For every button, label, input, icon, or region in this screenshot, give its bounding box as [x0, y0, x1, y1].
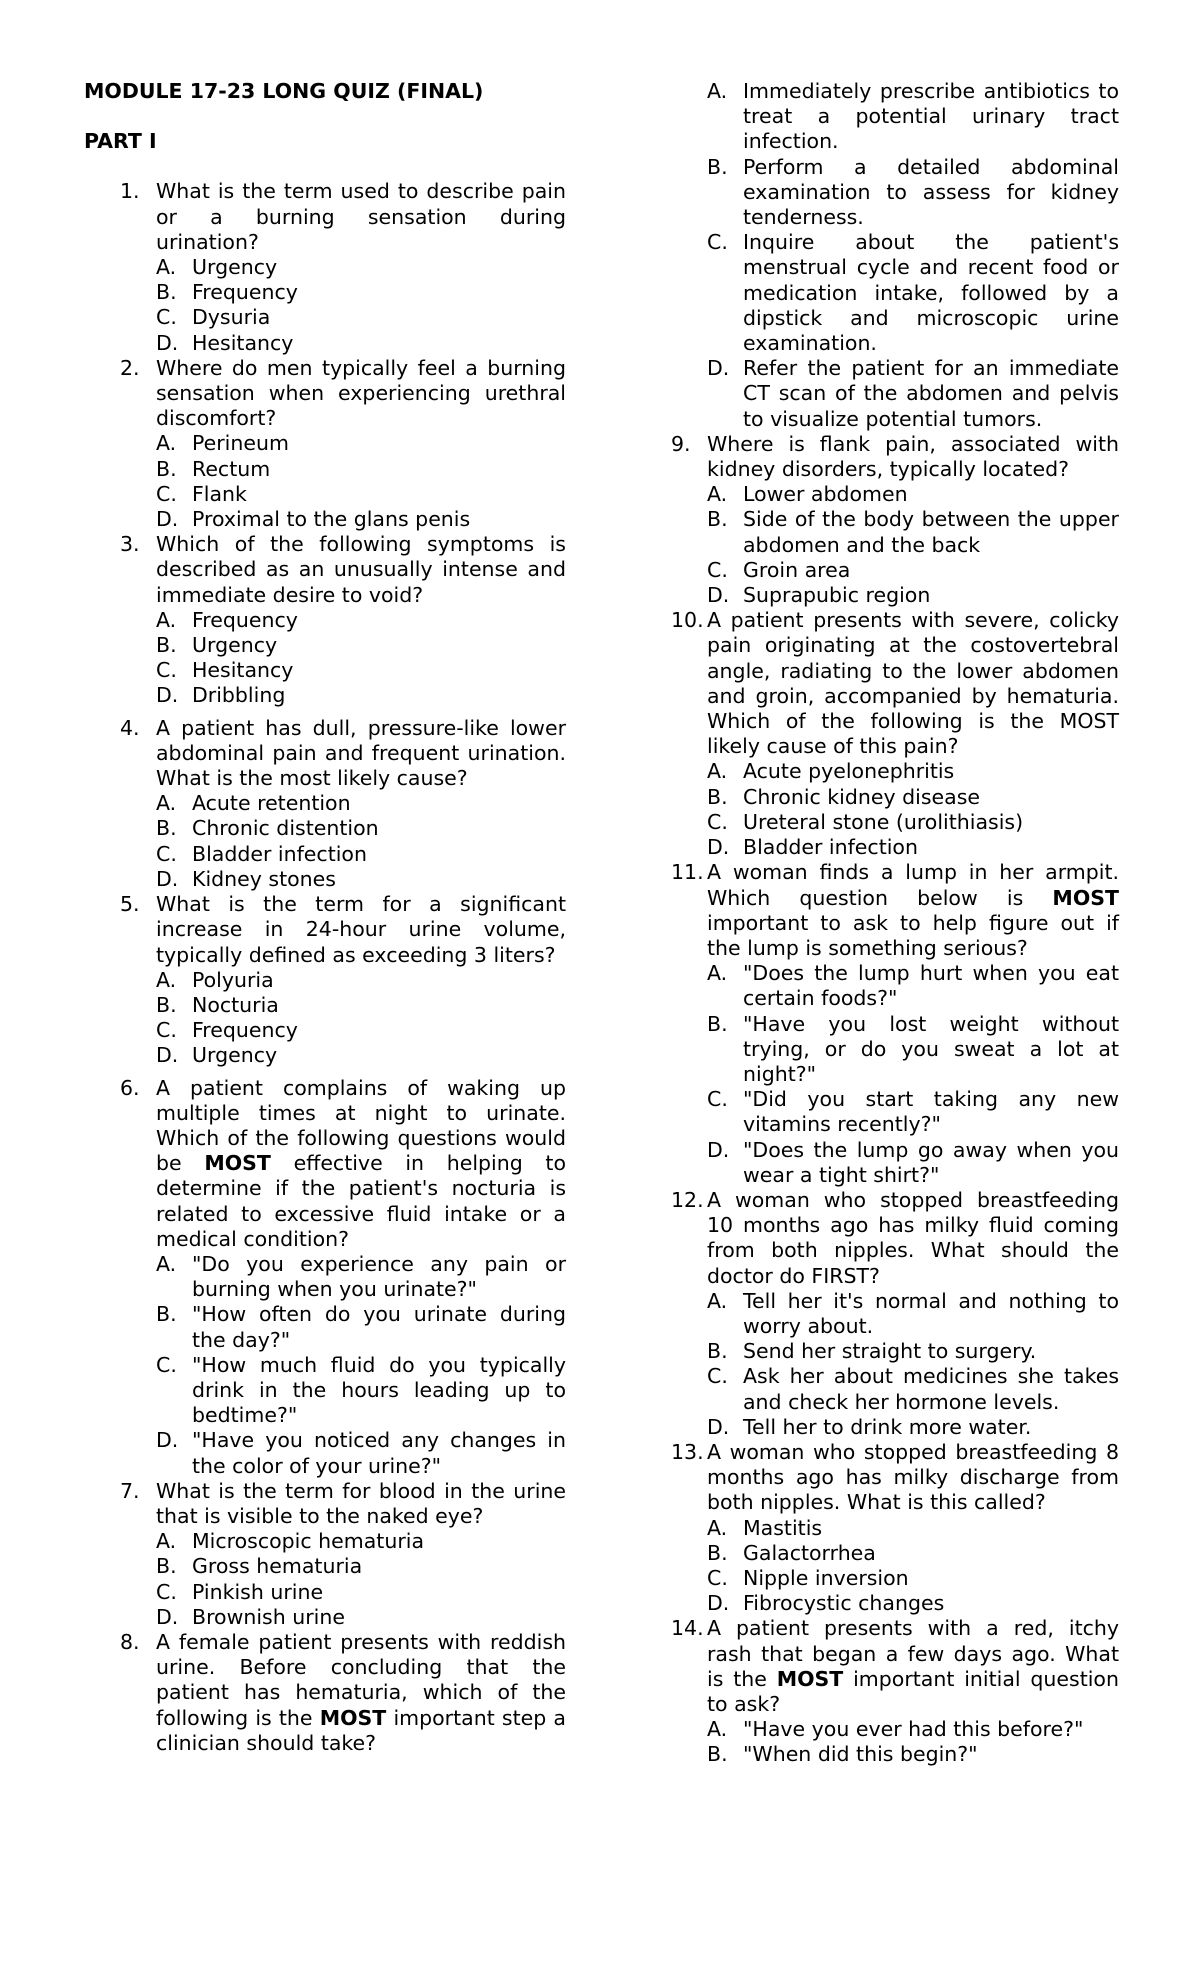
answer-option: [156, 507, 566, 532]
option-text: Refer the patient for an immediate CT scan of the abdomen and pelvis to visualize potential tumors.: [743, 356, 1119, 431]
answer-option: [156, 867, 566, 892]
emphasis-word: MOST: [204, 1151, 271, 1176]
answer-option: [707, 558, 1119, 583]
question-body: [707, 860, 1119, 1188]
right-column: [671, 79, 1119, 1768]
option-text: Frequency: [192, 607, 298, 632]
question-text: [707, 432, 1119, 482]
option-letter: B.: [707, 1540, 728, 1565]
option-letter: B.: [707, 1742, 728, 1767]
option-text: Dysuria: [192, 305, 271, 330]
option-letter: B.: [707, 1339, 728, 1364]
question-number: 6.: [120, 1075, 140, 1100]
answer-option: [707, 785, 1119, 810]
option-text: "When did this begin?": [743, 1742, 978, 1767]
answer-option: [156, 1580, 566, 1605]
question-number: 3.: [120, 532, 140, 557]
option-text: Immediately prescribe antibiotics to treat a potential urinary tract infection.: [743, 79, 1119, 154]
answer-option: [707, 1541, 1119, 1566]
question-item: [120, 1479, 566, 1630]
option-list: [156, 968, 566, 1069]
question-body: [707, 608, 1119, 860]
answer-option: [156, 1428, 566, 1478]
option-letter: C.: [156, 481, 177, 506]
answer-option: [156, 968, 566, 993]
answer-option: [707, 1742, 1119, 1767]
option-text: Perineum: [192, 431, 289, 456]
option-letter: B.: [156, 1302, 177, 1327]
question-stem: A woman who stopped breastfeeding 8 months ago has milky discharge from both nipples. What is this called?: [707, 1439, 1119, 1515]
option-text: Ureteral stone (urolithiasis): [743, 809, 1024, 834]
question-number: 4.: [120, 715, 140, 740]
option-letter: D.: [156, 1428, 179, 1453]
option-letter: C.: [707, 809, 728, 834]
option-text: "Have you ever had this before?": [743, 1717, 1084, 1742]
option-letter: B.: [156, 992, 177, 1017]
option-letter: B.: [707, 507, 728, 532]
answer-option: [156, 1043, 566, 1068]
question-text: [156, 892, 566, 968]
answer-option: [707, 1717, 1119, 1742]
question-stem: What is the term used to describe pain or a burning sensation during urination?: [156, 179, 566, 254]
option-text: Nipple inversion: [743, 1565, 909, 1590]
answer-option: [156, 993, 566, 1018]
option-letter: B.: [707, 154, 728, 179]
option-text: Urgency: [192, 255, 278, 280]
question-body: [156, 892, 566, 1068]
question-text: [156, 532, 566, 608]
option-list: [156, 791, 566, 892]
answer-option: [156, 1302, 566, 1352]
option-letter: D.: [156, 1604, 179, 1629]
question-number: 10.: [671, 608, 704, 633]
answer-option: [156, 1529, 566, 1554]
option-text: Perform a detailed abdominal examination to assess for kidney tenderness.: [743, 154, 1119, 230]
answer-option: [707, 1339, 1119, 1364]
option-text: Send her straight to surgery.: [743, 1339, 1037, 1364]
option-letter: A.: [156, 967, 177, 992]
question-item: [120, 892, 566, 1068]
question-item: [120, 1076, 566, 1479]
answer-option: [156, 255, 566, 280]
option-letter: D.: [707, 1137, 730, 1162]
answer-option: [707, 1364, 1119, 1414]
question-stem: Where is flank pain, associated with kidney disorders, typically located?: [707, 431, 1119, 482]
question-stem: A patient presents with severe, colicky pain originating at the costovertebral angle, radiating to the lower abdomen and groin, accompanied by hematuria. Which of the following is the MOST likely cause of this pain?: [707, 608, 1119, 759]
option-letter: D.: [156, 330, 179, 355]
option-text: Galactorrhea: [743, 1540, 876, 1565]
answer-option: [707, 482, 1119, 507]
question-stem: Where do men typically feel a burning sensation when experiencing urethral discomfort?: [156, 355, 566, 431]
option-text: "Does the lump go away when you wear a tight shirt?": [743, 1137, 1119, 1187]
question-item: [671, 608, 1119, 860]
question-text: [156, 1630, 566, 1756]
option-letter: A.: [707, 482, 728, 507]
option-text: Pinkish urine: [192, 1579, 324, 1604]
option-list: [707, 961, 1119, 1188]
answer-option: [707, 1415, 1119, 1440]
option-text: Chronic distention: [192, 816, 379, 841]
option-letter: A.: [707, 1515, 728, 1540]
option-letter: C.: [707, 230, 728, 255]
option-text: "How often do you urinate during the day?": [192, 1302, 566, 1352]
option-text: Lower abdomen: [743, 482, 908, 507]
question-body: [156, 1479, 566, 1630]
option-text: Inquire about the patient's menstrual cycle and recent food or medication intake, followed by a dipstick and microscopic urine examination.: [743, 230, 1119, 356]
question-stem: A woman finds a lump in her armpit. Which question below is: [707, 860, 1119, 910]
option-list: [156, 608, 566, 709]
option-letter: A.: [156, 255, 177, 280]
answer-option: [156, 683, 566, 708]
emphasis-word: MOST: [1052, 885, 1119, 910]
question-number: 9.: [671, 431, 691, 456]
option-letter: B.: [156, 456, 177, 481]
question-number: 8.: [120, 1629, 140, 1654]
question-number: 13.: [671, 1439, 704, 1464]
option-letter: A.: [707, 961, 728, 986]
option-letter: C.: [156, 1579, 177, 1604]
answer-option: [707, 155, 1119, 231]
option-text: Groin area: [743, 557, 851, 582]
option-letter: C.: [707, 1087, 728, 1112]
option-text: Side of the body between the upper abdomen and the back: [743, 507, 1119, 557]
answer-option: [707, 583, 1119, 608]
question-item: [671, 860, 1119, 1188]
question-8-options: [707, 79, 1119, 432]
option-text: Kidney stones: [192, 866, 336, 891]
answer-option: [707, 810, 1119, 835]
question-body: [707, 1188, 1119, 1440]
option-text: Tell her to drink more water.: [743, 1414, 1032, 1439]
question-body: [707, 1616, 1119, 1767]
question-stem-end: important to ask to help figure out if the lump is something serious?: [707, 910, 1119, 960]
answer-option: [156, 482, 566, 507]
option-letter: D.: [156, 1043, 179, 1068]
answer-option: [156, 280, 566, 305]
question-item: [120, 716, 566, 892]
question-stem: What is the term for blood in the urine that is visible to the naked eye?: [156, 1478, 566, 1528]
answer-option: [707, 1138, 1119, 1188]
option-text: Frequency: [192, 1018, 298, 1043]
option-list: [707, 759, 1119, 860]
option-text: Acute retention: [192, 791, 351, 816]
answer-option: [707, 1289, 1119, 1339]
option-letter: C.: [156, 841, 177, 866]
question-number: 11.: [671, 860, 704, 885]
answer-option: [156, 791, 566, 816]
answer-option: [707, 759, 1119, 784]
option-letter: C.: [707, 1565, 728, 1590]
option-text: "Do you experience any pain or burning when you urinate?": [192, 1251, 566, 1302]
option-text: Fibrocystic changes: [743, 1591, 945, 1616]
option-text: Tell her it's normal and nothing to worry about.: [743, 1288, 1119, 1338]
option-text: Chronic kidney disease: [743, 784, 980, 809]
option-letter: B.: [707, 784, 728, 809]
answer-option: [707, 356, 1119, 432]
option-text: "Have you lost weight without trying, or do you sweat a lot at night?": [743, 1011, 1119, 1086]
answer-option: [156, 1605, 566, 1630]
emphasis-word: MOST: [319, 1705, 387, 1730]
option-text: Proximal to the glans penis: [192, 507, 471, 532]
question-stem: What is the term for a significant increase in 24-hour urine volume, typically defined as exceeding 3 liters?: [156, 892, 566, 967]
option-text: Dribbling: [192, 683, 286, 708]
question-stem-end: important initial question to ask?: [707, 1666, 1119, 1716]
question-number: 7.: [120, 1478, 140, 1503]
option-list: [156, 255, 566, 356]
option-letter: A.: [707, 1717, 728, 1742]
option-text: Brownish urine: [192, 1604, 345, 1629]
question-text: [707, 1440, 1119, 1516]
option-text: Acute pyelonephritis: [743, 759, 955, 784]
question-body: [156, 1630, 566, 1756]
question-item: [671, 1188, 1119, 1440]
answer-option: [156, 608, 566, 633]
question-body: [156, 1076, 566, 1479]
option-letter: B.: [156, 1554, 177, 1579]
question-text: [156, 1479, 566, 1529]
option-list: [156, 431, 566, 532]
option-text: Bladder infection: [743, 835, 918, 860]
question-item: [671, 1440, 1119, 1616]
option-letter: A.: [156, 791, 177, 816]
option-text: Flank: [192, 481, 247, 506]
option-list: [156, 1529, 566, 1630]
question-text: [707, 860, 1119, 961]
question-stem: A patient presents with a red, itchy rash that began a few days ago. What is the: [707, 1616, 1119, 1691]
option-letter: A.: [156, 1251, 177, 1276]
question-list-right: [671, 432, 1119, 1768]
question-list-left: [120, 179, 566, 1756]
question-number: 2.: [120, 355, 140, 380]
question-text: [156, 356, 566, 432]
answer-option: [156, 457, 566, 482]
answer-option: [156, 1554, 566, 1579]
option-text: Rectum: [192, 456, 271, 481]
answer-option: [156, 842, 566, 867]
option-text: Mastitis: [743, 1515, 823, 1540]
option-letter: D.: [707, 1591, 730, 1616]
answer-option: [707, 1591, 1119, 1616]
question-body: [707, 1440, 1119, 1616]
question-stem: A woman who stopped breastfeeding 10 months ago has milky fluid coming from both nipples. What should the doctor do FIRST?: [707, 1187, 1119, 1288]
answer-option: [156, 331, 566, 356]
option-list: [156, 1252, 566, 1479]
question-stem: A patient complains of waking up multiple times at night to urinate. Which of the following questions would be: [156, 1075, 566, 1176]
answer-option: [156, 633, 566, 658]
question-item: [671, 1616, 1119, 1767]
option-text: Urgency: [192, 1043, 278, 1068]
option-text: Gross hematuria: [192, 1554, 363, 1579]
question-text: [156, 716, 566, 792]
emphasis-word: MOST: [776, 1666, 844, 1691]
option-letter: C.: [156, 1018, 177, 1043]
option-text: "Did you start taking any new vitamins recently?": [743, 1087, 1119, 1137]
option-letter: A.: [707, 79, 728, 103]
option-list: [707, 1516, 1119, 1617]
option-list: [707, 1717, 1119, 1767]
option-text: Hesitancy: [192, 658, 294, 683]
question-stem-end: important step a clinician should take?: [156, 1705, 566, 1755]
left-column: [84, 79, 566, 1756]
option-text: Urgency: [192, 633, 278, 658]
answer-option: [156, 1252, 566, 1302]
answer-option: [156, 1018, 566, 1043]
option-letter: B.: [156, 633, 177, 658]
question-item: [120, 356, 566, 532]
question-stem: A female patient presents with reddish urine. Before concluding that the patient has hematuria, which of the following is the: [156, 1629, 566, 1730]
answer-option: [707, 230, 1119, 356]
answer-option: [156, 305, 566, 330]
option-letter: C.: [156, 658, 177, 683]
option-letter: D.: [156, 866, 179, 891]
part-heading: PART I: [84, 129, 157, 154]
option-letter: D.: [156, 683, 179, 708]
option-letter: C.: [156, 305, 177, 330]
question-text: [156, 1076, 566, 1252]
answer-option: [156, 816, 566, 841]
option-letter: D.: [156, 507, 179, 532]
question-text: [707, 1188, 1119, 1289]
answer-option: [707, 507, 1119, 557]
option-letter: B.: [156, 816, 177, 841]
option-letter: D.: [707, 835, 730, 860]
option-letter: D.: [707, 583, 730, 608]
option-list: [707, 482, 1119, 608]
answer-option: [707, 1012, 1119, 1088]
question-body: [156, 532, 566, 708]
question-number: 12.: [671, 1187, 704, 1212]
question-body: [156, 179, 566, 355]
answer-option: [707, 835, 1119, 860]
option-letter: C.: [707, 557, 728, 582]
answer-option: [156, 1353, 566, 1429]
option-letter: B.: [707, 1011, 728, 1036]
option-letter: A.: [156, 1529, 177, 1554]
question-item: [120, 1630, 566, 1756]
question-text: [707, 608, 1119, 759]
question-item: [671, 432, 1119, 608]
option-text: "Have you noticed any changes in the color of your urine?": [192, 1428, 566, 1478]
answer-option: [156, 658, 566, 683]
option-list: [707, 1289, 1119, 1440]
question-item: [120, 179, 566, 355]
option-text: Hesitancy: [192, 330, 294, 355]
option-letter: B.: [156, 280, 177, 305]
question-item: [120, 532, 566, 708]
answer-option: [707, 1516, 1119, 1541]
question-body: [156, 716, 566, 892]
option-text: Polyuria: [192, 967, 274, 992]
question-stem: Which of the following symptoms is described as an unusually intense and immediate desire to void?: [156, 532, 566, 607]
option-letter: D.: [707, 356, 730, 381]
option-letter: C.: [707, 1364, 728, 1389]
answer-option: [707, 79, 1119, 155]
question-number: 1.: [120, 179, 140, 204]
question-body: [156, 356, 566, 532]
option-letter: A.: [707, 759, 728, 784]
option-text: Ask her about medicines she takes and check her hormone levels.: [743, 1364, 1119, 1414]
question-number: 5.: [120, 892, 140, 917]
option-letter: A.: [156, 431, 177, 456]
question-stem-end: effective in helping to determine if the patient's nocturia is related to excessive fluid intake or a medical condition?: [156, 1151, 566, 1251]
question-body: [707, 432, 1119, 608]
option-letter: C.: [156, 1352, 177, 1377]
option-text: "Does the lump hurt when you eat certain foods?": [743, 961, 1119, 1011]
answer-option: [707, 1566, 1119, 1591]
option-letter: A.: [707, 1288, 728, 1313]
option-text: "How much fluid do you typically drink in the hours leading up to bedtime?": [192, 1352, 566, 1428]
question-text: [156, 179, 566, 255]
answer-option: [156, 431, 566, 456]
option-letter: D.: [707, 1414, 730, 1439]
option-text: Bladder infection: [192, 841, 367, 866]
option-text: Suprapubic region: [743, 583, 931, 608]
option-letter: A.: [156, 607, 177, 632]
option-text: Nocturia: [192, 992, 279, 1017]
question-number: 14.: [671, 1616, 704, 1641]
question-text: [707, 1616, 1119, 1717]
answer-option: [707, 1087, 1119, 1137]
option-text: Microscopic hematuria: [192, 1529, 425, 1554]
quiz-title: MODULE 17-23 LONG QUIZ (FINAL): [84, 79, 484, 103]
option-text: Frequency: [192, 280, 298, 305]
question-stem: A patient has dull, pressure-like lower abdominal pain and frequent urination. What is the most likely cause?: [156, 715, 566, 791]
answer-option: [707, 961, 1119, 1011]
